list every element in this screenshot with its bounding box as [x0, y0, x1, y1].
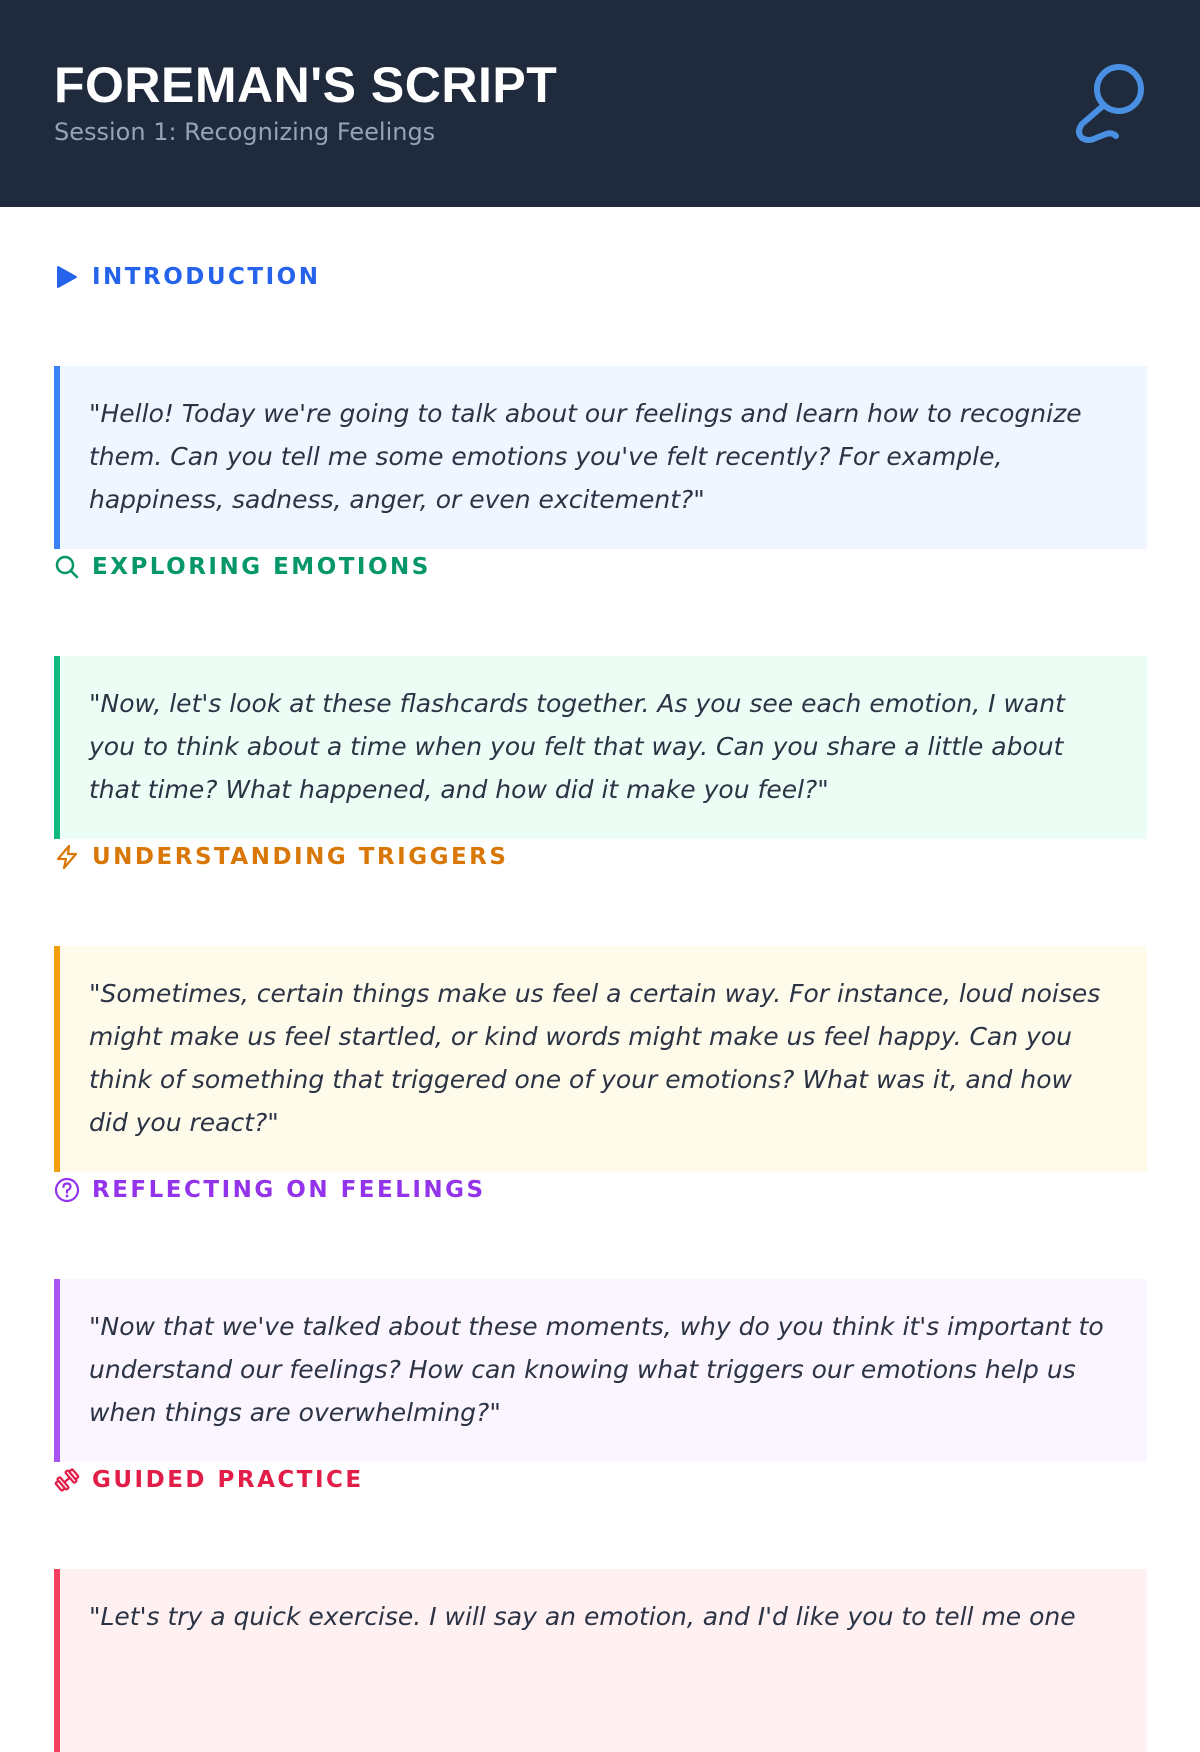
script-quote	[54, 1569, 1147, 1752]
microphone-icon	[1074, 62, 1146, 144]
script-quote	[54, 946, 1147, 1172]
section-heading	[54, 839, 508, 875]
script-quote	[54, 366, 1147, 549]
quote-text: "Now, let's look at these flashcards together. As you see each emotion, I want you to think about a time when you felt that way. Can you share a little about that time? What happened, and how did it make you feel?"	[89, 689, 1065, 804]
section-title: GUIDED PRACTICE	[92, 1467, 364, 1493]
section-title: INTRODUCTION	[92, 264, 321, 290]
section-title: UNDERSTANDING TRIGGERS	[92, 844, 509, 870]
quote-text: "Hello! Today we're going to talk about our feelings and learn how to recognize them. Can you tell me some emotions you've felt recently? For example, happiness, sadness, anger, or even excitement?"	[89, 399, 1082, 514]
play-icon	[54, 264, 80, 290]
dumbbell-icon	[54, 1467, 80, 1493]
question-circle-icon	[54, 1177, 80, 1203]
page-title: FOREMAN'S SCRIPT	[54, 57, 558, 113]
session-subtitle: Session 1: Recognizing Feelings	[54, 118, 436, 146]
search-icon	[54, 554, 80, 580]
script-quote	[54, 656, 1147, 839]
section-heading	[54, 1462, 364, 1498]
page-header	[0, 0, 1200, 207]
section-heading	[54, 1172, 486, 1208]
section-heading	[54, 259, 320, 295]
section-heading	[54, 549, 431, 585]
section-title: REFLECTING ON FEELINGS	[92, 1177, 486, 1203]
quote-text: "Now that we've talked about these moments, why do you think it's important to understand our feelings? How can knowing what triggers our emotions help us when things are overwhelming?"	[89, 1312, 1104, 1427]
lightning-icon	[54, 844, 80, 870]
section-title: EXPLORING EMOTIONS	[92, 554, 431, 580]
quote-text: "Let's try a quick exercise. I will say an emotion, and I'd like you to tell me one	[89, 1602, 1076, 1631]
quote-text: "Sometimes, certain things make us feel a certain way. For instance, loud noises might make us feel startled, or kind words might make us feel happy. Can you think of something that triggered one of your emotions? What was it, and how did you react?"	[89, 979, 1101, 1137]
script-quote	[54, 1279, 1147, 1462]
